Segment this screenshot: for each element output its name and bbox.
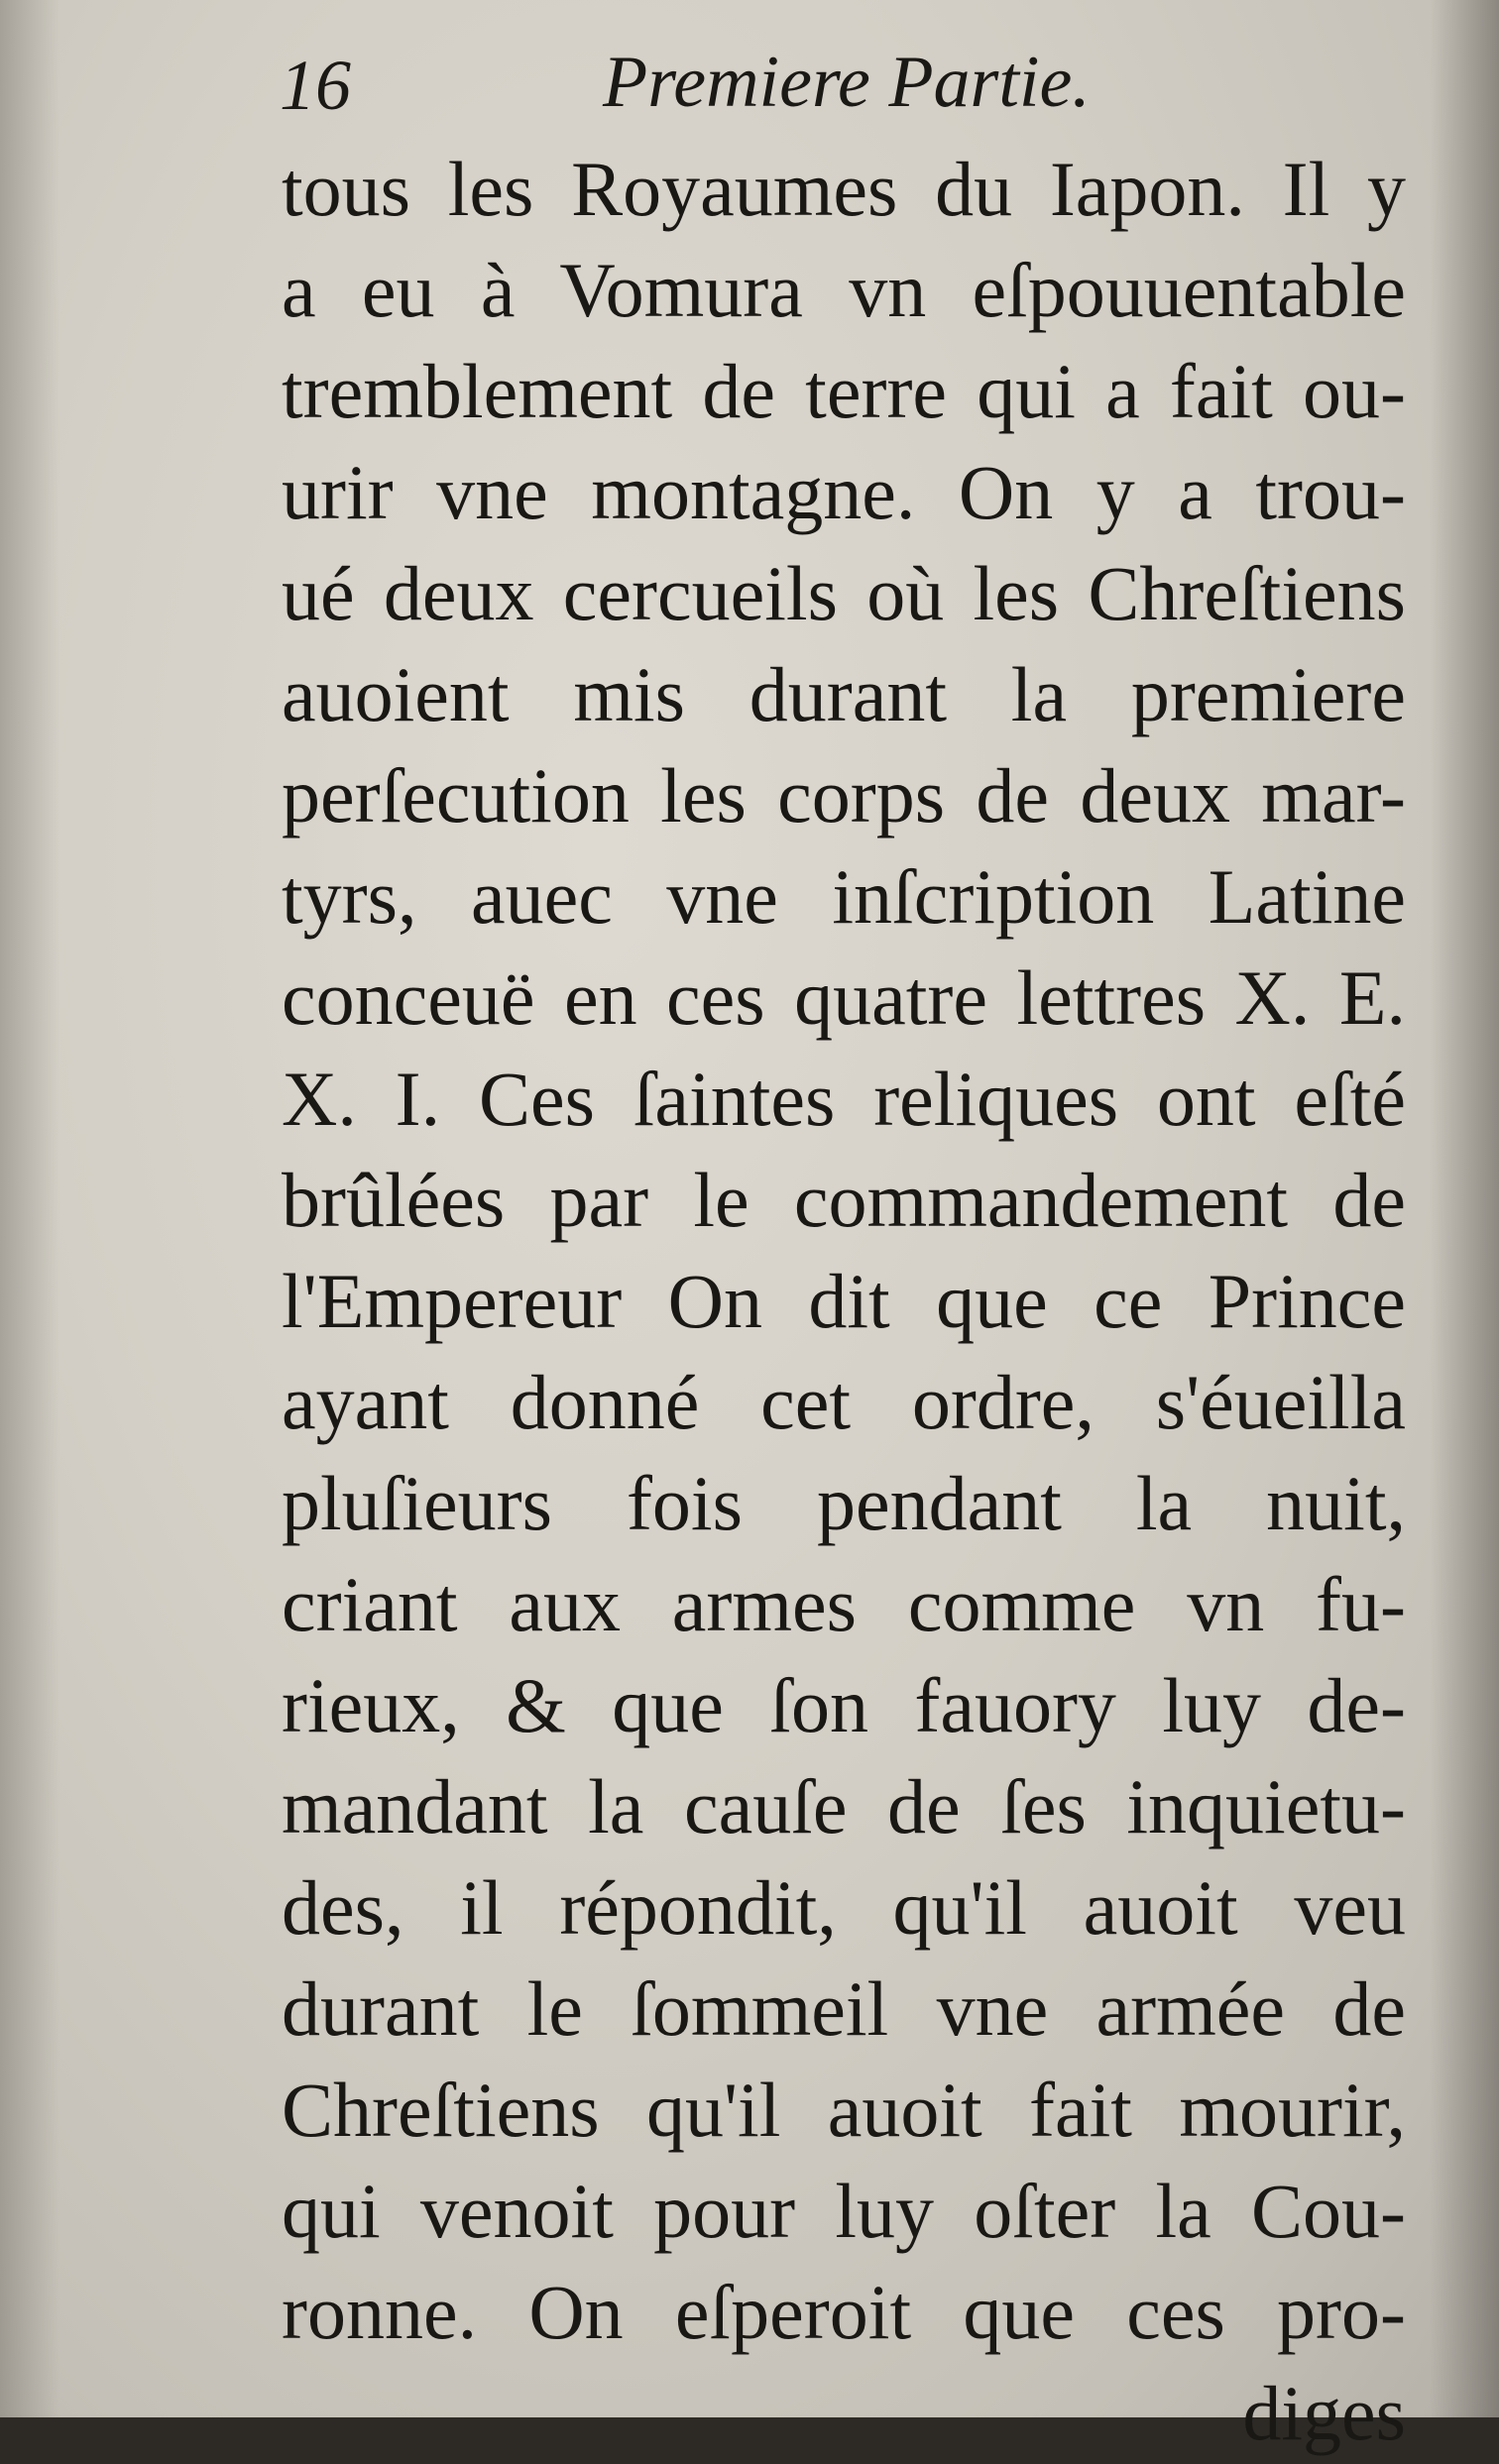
text-line: urir vne montagne. On y a trou-: [282, 449, 1406, 535]
text-line: des, il répondit, qu'il auoit veu: [282, 1864, 1406, 1951]
text-line: qui venoit pour luy oſter la Cou-: [282, 2168, 1406, 2254]
body-text: [282, 139, 1406, 2464]
page-right-shadow: [1430, 0, 1499, 2417]
text-line: l'Empereur On dit que ce Prince: [282, 1258, 1406, 1344]
text-line: durant le ſommeil vne armée de: [282, 1965, 1406, 2052]
text-line: auoient mis durant la premiere: [282, 651, 1406, 737]
page-header: [0, 28, 1499, 147]
text-line: pluſieurs fois pendant la nuit,: [282, 1460, 1406, 1546]
text-line: criant aux armes comme vn fu-: [282, 1561, 1406, 1647]
text-line: perſecution les corps de deux mar-: [282, 752, 1406, 839]
text-line: ronne. On eſperoit que ces pro-: [282, 2269, 1406, 2355]
text-line: tous les Royaumes du Iapon. Il y: [282, 146, 1406, 232]
text-line: ayant donné cet ordre, s'éueilla: [282, 1359, 1406, 1445]
text-line: tremblement de terre qui a fait ou-: [282, 348, 1406, 434]
text-line: rieux, & que ſon fauory luy de-: [282, 1662, 1406, 1748]
catchword: diges: [1242, 2370, 1406, 2456]
text-line: tyrs, auec vne inſcription Latine: [282, 853, 1406, 940]
text-line: a eu à Vomura vn eſpouuentable: [282, 247, 1406, 333]
running-head: Premiere Partie.: [603, 42, 1091, 123]
text-line: Chreſtiens qu'il auoit fait mourir,: [282, 2067, 1406, 2153]
page-left-shadow: [0, 0, 59, 2417]
text-line: X. I. Ces ſaintes reliques ont eſté: [282, 1056, 1406, 1142]
page-number: 16: [280, 46, 351, 125]
text-line: mandant la cauſe de ſes inquietu-: [282, 1763, 1406, 1849]
text-line: brûlées par le commandement de: [282, 1157, 1406, 1243]
text-line: conceuë en ces quatre lettres X. E.: [282, 954, 1406, 1041]
text-line: ué deux cercueils où les Chreſtiens: [282, 550, 1406, 636]
